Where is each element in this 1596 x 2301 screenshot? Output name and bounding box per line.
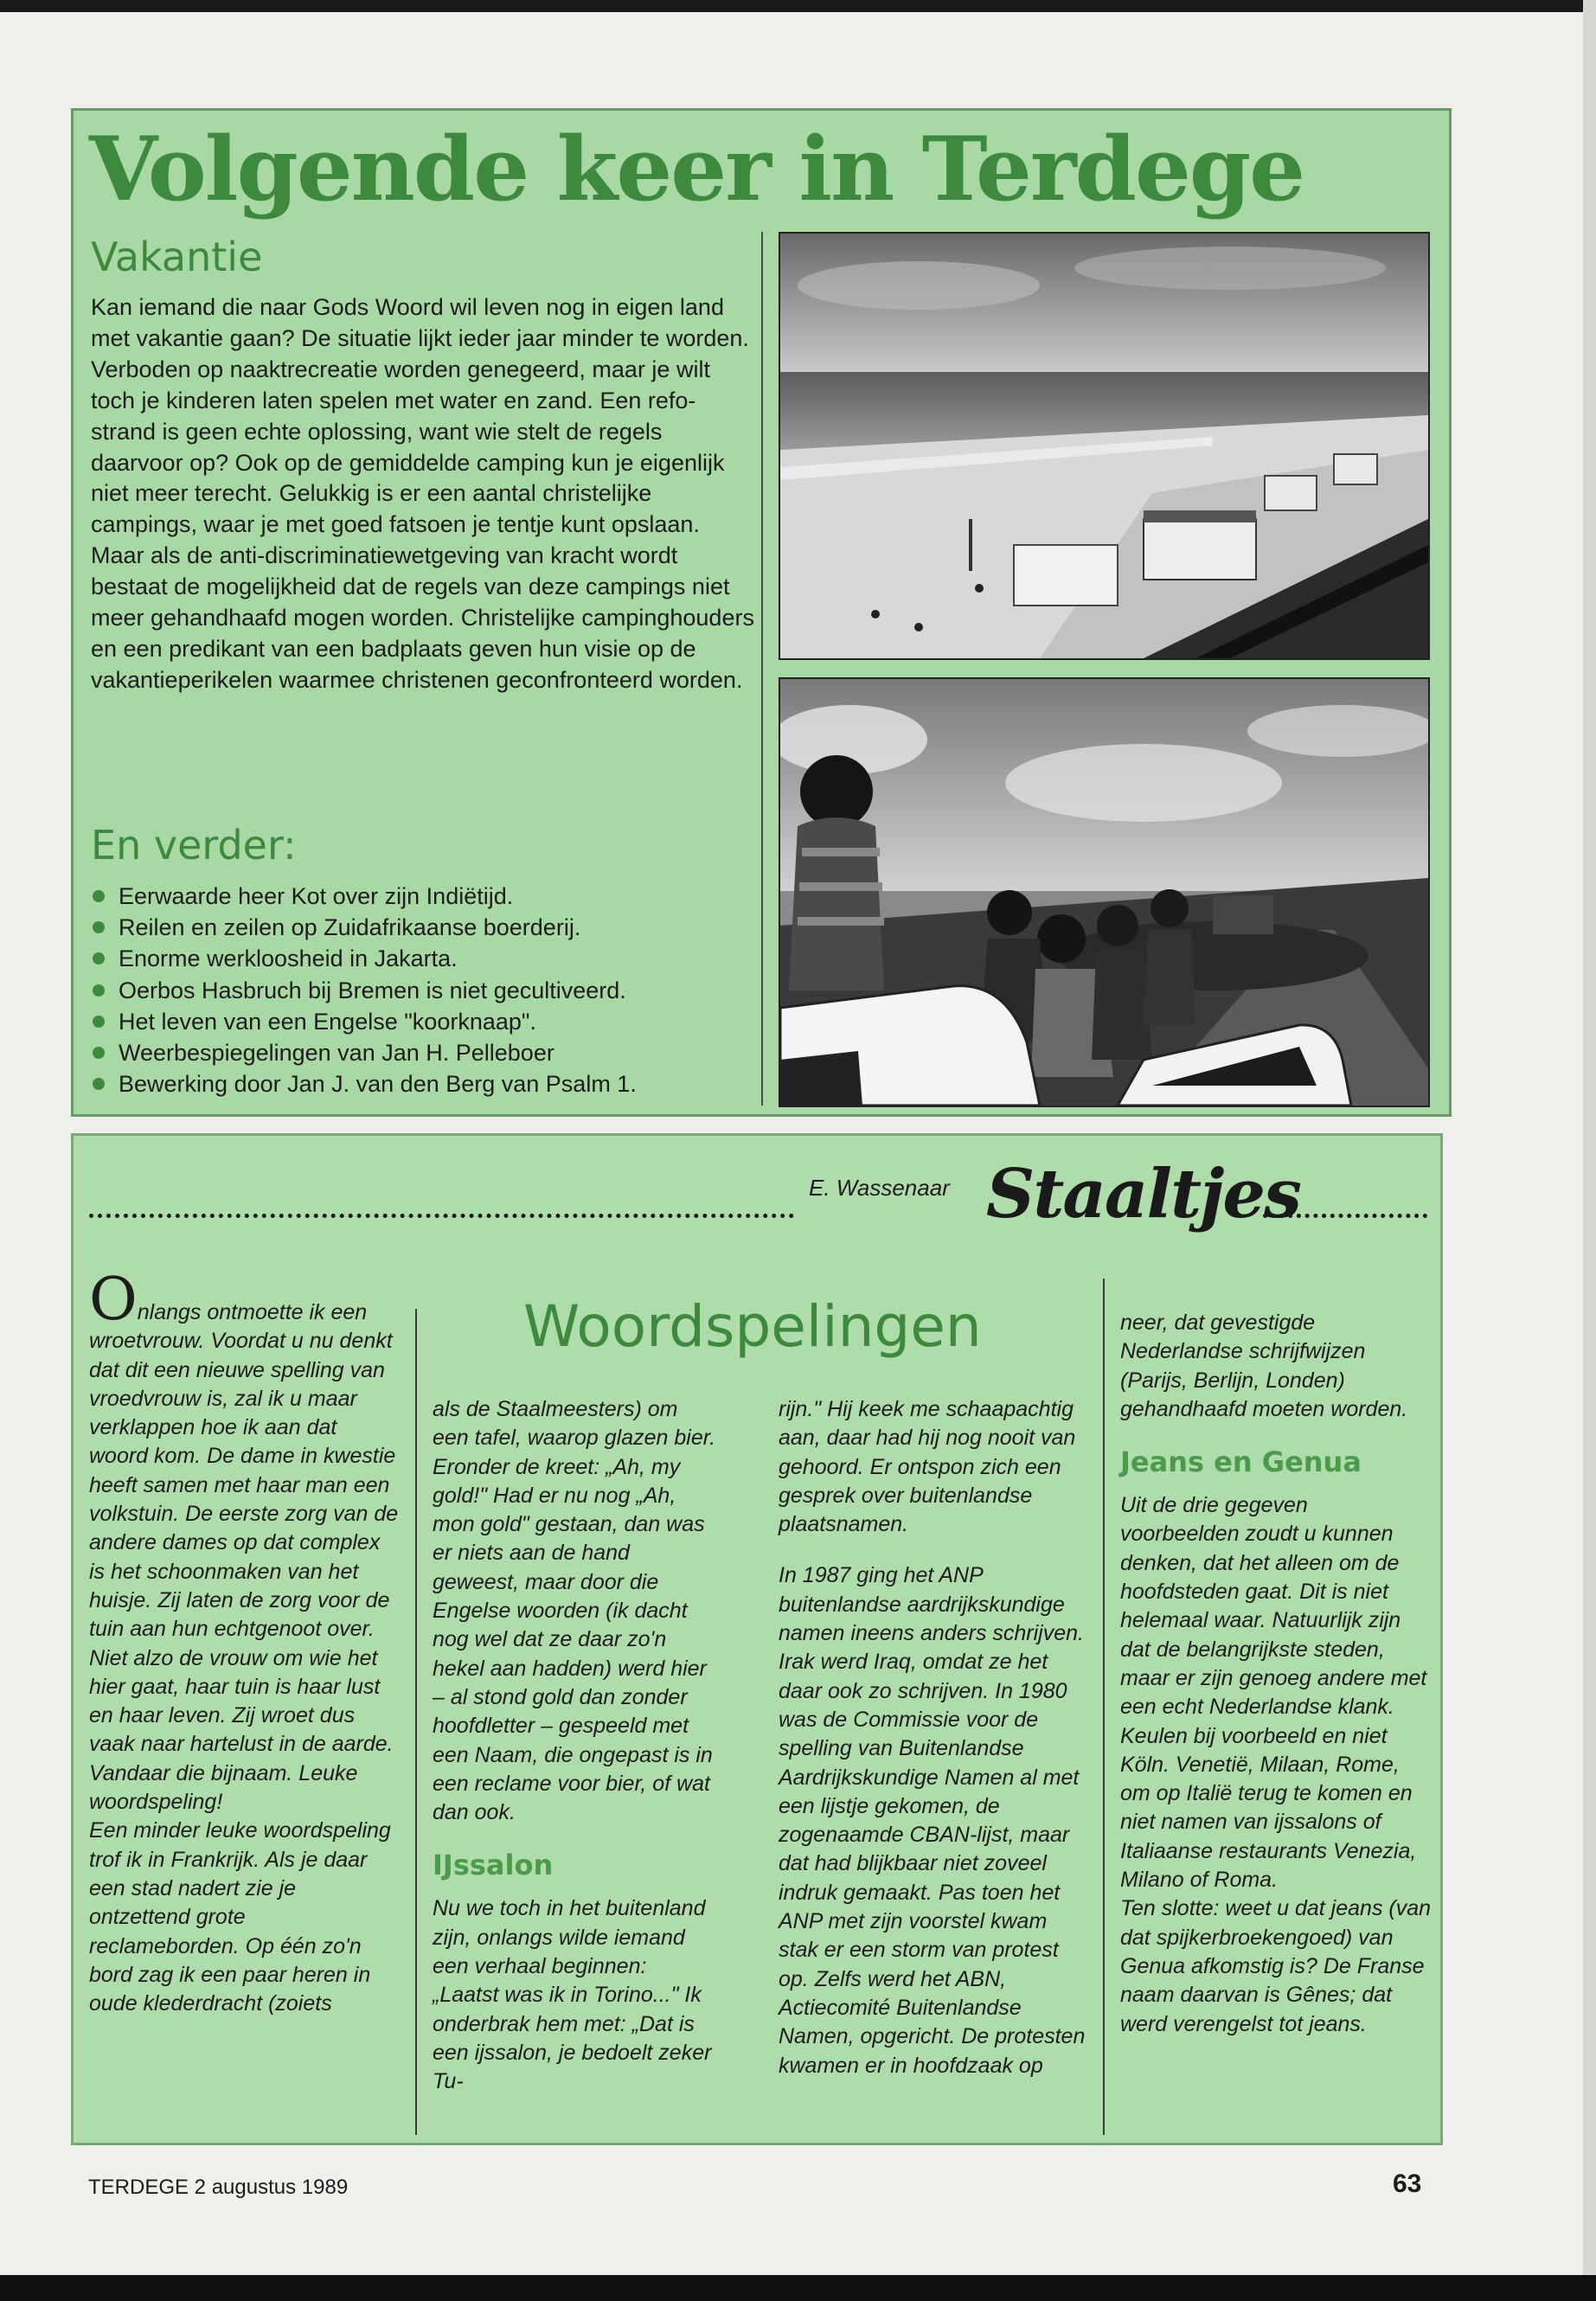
- bullet-icon: [93, 952, 105, 965]
- paragraph: Nu we toch in het buitenland zijn, onlangs wilde iemand een verhaal beginnen: „Laatst was ik in Torino..." Ik onderbrak hem met: „Dat is een ijssalon, je bedoelt zeker Tu-: [433, 1896, 712, 2094]
- paragraph-text: nlangs ontmoette ik een wroetvrouw. Voordat u nu denkt dat dit een nieuwe spelling van vroedvrouw is, zal ik u maar verklappen hoe ik aan dat woord kom. De dame in kwestie heeft samen met haar man een volkstuin. De eerste zorg van de andere dames op dat complex is het schoonmaken van het huisje. Zij laten de zorg voor de tuin aan hun echtgenoot over.: [89, 1300, 399, 1642]
- paragraph: neer, dat gevestigde Nederlandse schrijfwijzen (Parijs, Berlijn, Londen) gehandhaafd moeten worden.: [1120, 1311, 1408, 1421]
- list-item: [91, 1006, 774, 1037]
- top-border: [0, 0, 1596, 12]
- dotted-rule-left: [89, 1214, 794, 1218]
- section-title: Staaltjes: [986, 1155, 1300, 1234]
- author-byline: E. Wassenaar: [809, 1175, 950, 1201]
- column-rule: [415, 1309, 417, 2135]
- list-item-text: Weerbespiegelingen van Jan H. Pelleboer: [119, 1040, 554, 1067]
- bullet-icon: [93, 1078, 105, 1090]
- jeans-en-genua-heading: Jeans en Genua: [1120, 1445, 1362, 1479]
- bottom-border: [0, 2275, 1596, 2301]
- bullet-icon: [93, 1016, 105, 1028]
- people-photo-image: [780, 679, 1428, 1106]
- list-item-text: Enorme werkloosheid in Jakarta.: [119, 945, 458, 972]
- article-title: Woordspelingen: [523, 1293, 982, 1360]
- bullet-icon: [93, 921, 105, 933]
- list-item-text: Bewerking door Jan J. van den Berg van Psalm 1.: [119, 1071, 637, 1098]
- people-photo: [779, 677, 1430, 1107]
- paragraph: Een minder leuke woordspeling trof ik in Frankrijk. Als je daar een stad nadert zie je ontzettend grote reclameborden. Op één zo'n bord zag ik een paar heren in oude klederdracht (zoiets: [89, 1818, 391, 2016]
- paragraph: Ten slotte: weet u dat jeans (van dat spijkerbroekengoed) van Genua afkomstig is? De Franse naam daarvan is Gênes; dat werd verengelst tot jeans.: [1120, 1896, 1432, 2036]
- bullet-icon: [93, 1047, 105, 1059]
- bullet-icon: [93, 984, 105, 997]
- list-item: [91, 881, 774, 912]
- bullet-icon: [93, 890, 105, 902]
- vakantie-text: Kan iemand die naar Gods Woord wil leven nog in eigen land met vakantie gaan? De situatie lijkt ieder jaar minder te worden. Verboden op naaktrecreatie worden genegeerd, maar je wilt toch je kinderen laten spelen met water en zand. Een refo-strand is geen echte oplossing, want wie stelt de regels daarvoor op? Ook op de gemiddelde camping kun je eigenlijk niet meer terecht. Gelukkig is er een aantal christelijke campings, waar je met goed fatsoen je tentje kunt opslaan. Maar als de anti-discriminatiewetgeving van kracht wordt bestaat de mogelijkheid dat de regels van deze campings niet meer gehandhaafd mogen worden. Christelijke campinghouders en een predikant van een badplaats geven hun visie op de vakantieperikelen waarmee christenen geconfronteerd worden.: [91, 294, 754, 693]
- beach-photo: [779, 232, 1430, 660]
- paragraph: als de Staalmeesters) om een tafel, waarop glazen bier. Eronder de kreet: „Ah, my gold!" Had er nu nog „Ah, mon gold" gestaan, dan was er niets aan de hand geweest, maar door die Engelse woorden (ik dacht nog wel dat ze daar zo'n hekel aan hadden) werd hier – al stond gold dan zonder hoofdletter – gespeeld met een Naam, die ongepast is in een reclame voor bier, of wat dan ook.: [433, 1397, 716, 1825]
- list-item: [91, 912, 774, 943]
- column-rule: [1103, 1279, 1105, 2135]
- en-verder-heading: En verder:: [91, 822, 297, 868]
- paragraph: Uit de drie gegeven voorbeelden zoudt u kunnen denken, dat het alleen om de hoofdsteden gaat. Dit is niet helemaal waar. Natuurlijk zijn dat de belangrijkste steden, maar er zijn genoeg andere met een echt Nederlandse klank. Keulen bij voorbeeld en niet Köln. Venetië, Milaan, Rome, om op Italië terug te komen en niet namen van ijssalons of Italiaanse restaurants Venezia, Milano of Roma.: [1120, 1493, 1427, 1893]
- right-page-edge: [1583, 0, 1596, 2301]
- article-column-4: [1120, 1309, 1432, 2039]
- article-column-1: [89, 1266, 401, 2018]
- paragraph: In 1987 ging het ANP buitenlandse aardrijkskundige namen ineens anders schrijven. Irak werd Iraq, omdat ze het daar ook zo schrijven. In 1980 was de Commissie voor de spelling van Buitenlandse Aardrijkskundige Namen al met een lijstje gekomen, de zogenaamde CBAN-lijst, maar dat had blijkbaar niet zoveel indruk gemaakt. Pas toen het ANP met zijn voorstel kwam stak er een storm van protest op. Zelfs werd het ABN, Actiecomité Buitenlandse Namen, opgericht. De protesten kwamen er in hoofdzaak op: [779, 1563, 1086, 2078]
- paragraph: rijn." Hij keek me schaapachtig aan, daar had hij nog nooit van gehoord. Er ontspon zich een gesprek over buitenlandse plaatsnamen.: [779, 1397, 1076, 1537]
- next-issue-panel: [71, 108, 1452, 1117]
- list-item: [91, 1068, 774, 1099]
- list-item: [91, 975, 774, 1006]
- vakantie-heading: Vakantie: [91, 234, 263, 280]
- list-item-text: Oerbos Hasbruch bij Bremen is niet gecultiveerd.: [119, 977, 626, 1003]
- list-item-text: Reilen en zeilen op Zuidafrikaanse boerderij.: [119, 914, 581, 941]
- list-item-text: Eerwaarde heer Kot over zijn Indiëtijd.: [119, 883, 514, 909]
- footer-publication-date: TERDEGE 2 augustus 1989: [88, 2176, 349, 2199]
- article-column-3: [779, 1395, 1086, 2080]
- list-item: [91, 943, 774, 974]
- article-column-2: [433, 1395, 718, 2097]
- column-divider: [761, 232, 763, 1106]
- en-verder-list: [91, 881, 774, 1099]
- ijssalon-heading: IJssalon: [433, 1849, 554, 1882]
- list-item-text: Het leven van een Engelse "koorknaap".: [119, 1008, 536, 1035]
- staaltjes-panel: [71, 1133, 1443, 2145]
- page-number: 63: [1393, 2170, 1422, 2198]
- paragraph: [89, 1266, 401, 1644]
- list-item: [91, 1037, 774, 1068]
- beach-photo-image: [780, 234, 1428, 658]
- paragraph: Niet alzo de vrouw om wie het hier gaat, haar tuin is haar lust en haar leven. Zij wroet dus vaak naar hartelust in de aarde. Vandaar die bijnaam. Leuke woordspeling!: [89, 1645, 394, 1815]
- dotted-rule-right: [1263, 1214, 1427, 1218]
- drop-cap: O: [89, 1266, 138, 1334]
- headline: Volgende keer in Terdege: [89, 118, 1304, 221]
